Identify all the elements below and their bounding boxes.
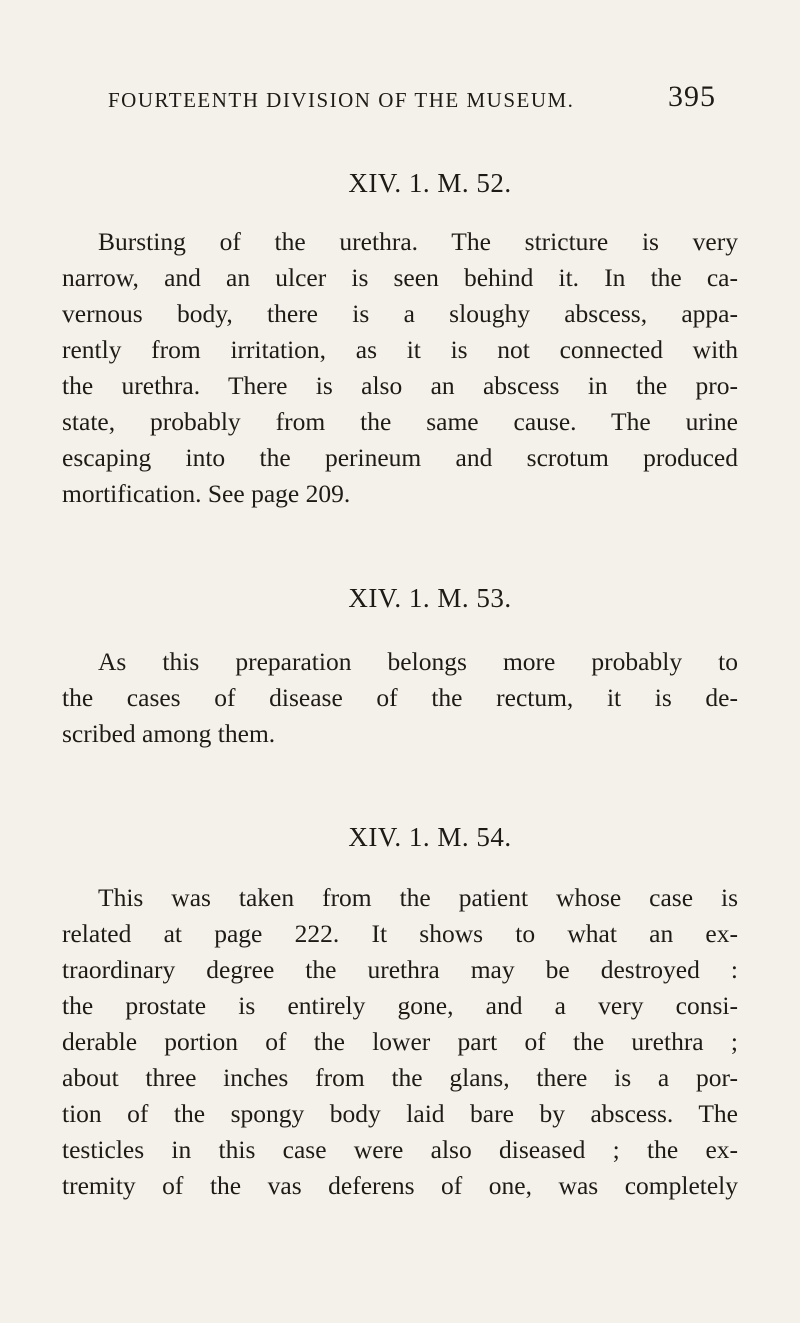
text-line: mortification. See page 209. — [62, 479, 351, 508]
text-line: This was taken from the patient whose case is — [98, 883, 738, 912]
text-line: derable portion of the lower part of the urethra ; — [62, 1027, 738, 1056]
text-line: the cases of disease of the rectum, it is de- — [62, 683, 738, 712]
section-paragraph — [62, 880, 738, 1204]
text-line: the urethra. There is also an abscess in the pro- — [62, 371, 738, 400]
text-line: Bursting of the urethra. The stricture is very — [98, 227, 738, 256]
text-line: tremity of the vas deferens of one, was completely — [62, 1171, 738, 1200]
text-line: about three inches from the glans, there is a por- — [62, 1063, 738, 1092]
text-line: scribed among them. — [62, 719, 276, 748]
text-line: tion of the spongy body laid bare by abscess. The — [62, 1099, 738, 1128]
text-line: As this preparation belongs more probably to — [98, 647, 738, 676]
section-paragraph — [62, 224, 738, 512]
running-title: FOURTEENTH DIVISION OF THE MUSEUM. — [108, 88, 575, 112]
text-line: the prostate is entirely gone, and a very consi- — [62, 991, 738, 1020]
text-line: state, probably from the same cause. The urine — [62, 407, 738, 436]
text-line: testicles in this case were also diseased ; the ex- — [62, 1135, 738, 1164]
text-line: vernous body, there is a sloughy abscess, appa- — [62, 299, 738, 328]
section-heading: XIV. 1. M. 54. — [348, 822, 512, 852]
section-paragraph — [62, 644, 738, 752]
running-header — [108, 80, 748, 113]
text-line: traordinary degree the urethra may be destroyed : — [62, 955, 738, 984]
text-line: narrow, and an ulcer is seen behind it. In the ca- — [62, 263, 738, 292]
text-line: rently from irritation, as it is not connected with — [62, 335, 738, 364]
section-heading: XIV. 1. M. 52. — [348, 168, 512, 198]
page-number: 395 — [668, 80, 716, 113]
section-heading: XIV. 1. M. 53. — [348, 583, 512, 613]
text-line: escaping into the perineum and scrotum produced — [62, 443, 738, 472]
text-line: related at page 222. It shows to what an ex- — [62, 919, 738, 948]
